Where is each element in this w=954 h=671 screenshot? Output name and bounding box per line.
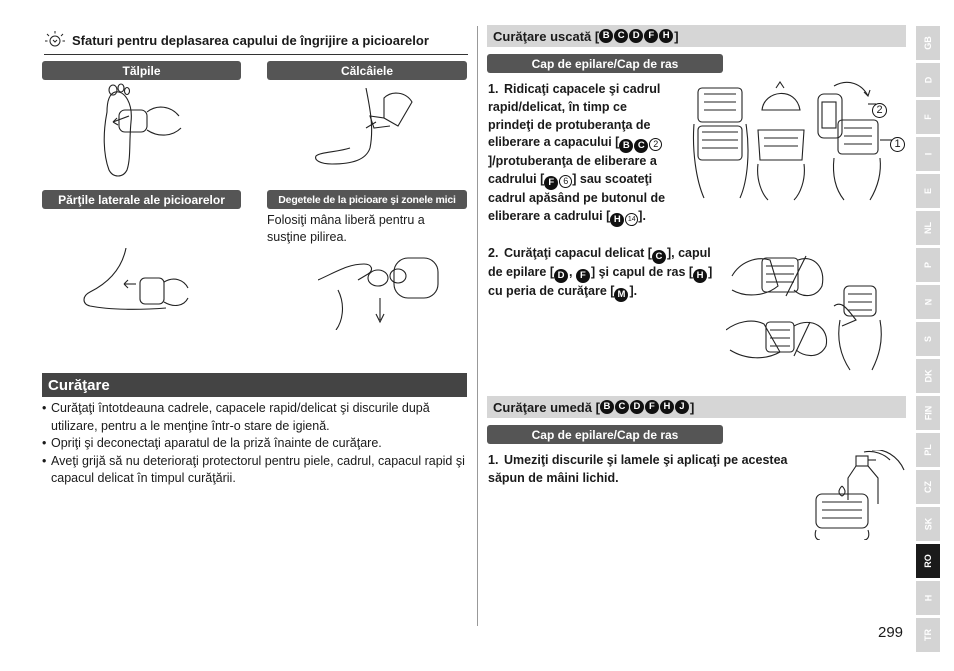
wet-step-1: 1. Umeziţi discurile şi lamele şi aplicaţi pe acestea săpun de mâini lichid.: [488, 453, 788, 485]
tab-lang-ro[interactable]: RO: [916, 544, 940, 578]
tab-lang-p[interactable]: P: [916, 248, 940, 282]
soap-dispenser-illustration: [812, 450, 908, 540]
tab-foot-sides: Părţile laterale ale picioarelor: [42, 190, 241, 209]
foot-sides-illustration: [80, 248, 190, 316]
dry-step-2: 2. Curăţaţi capacul delicat [ C ], capul de epilare [ D , F ] şi capul de ras [ H ] cu peria de curăţare [ M ].: [488, 246, 713, 300]
dry-step-1: 1. Ridicaţi capacele şi cadrul rapid/delicat, în timp ce prindeţi de protuberanţa de eliberare a capacului [ B C 2]/protuberanţa de eliberare a cadrului [ F 6 ] sau scoateţi cadrul apăsând pe butonul de eliberare a cadrului [ H 14 ].: [488, 82, 666, 225]
wet-cleaning-heading: Curăţare umedă [ B C D F H J ]: [487, 396, 906, 418]
column-divider: [477, 26, 478, 626]
tab-lang-n[interactable]: N: [916, 285, 940, 319]
cleaning-bullets: [42, 400, 467, 488]
tab-lang-e[interactable]: E: [916, 174, 940, 208]
tips-heading: [44, 30, 468, 55]
heels-illustration: [312, 88, 424, 168]
wet-head-pill: Cap de epilare/Cap de ras: [487, 425, 723, 444]
tab-lang-fin[interactable]: FIN: [916, 396, 940, 430]
dry-head-pill: Cap de epilare/Cap de ras: [487, 54, 723, 73]
tab-heels: Călcâiele: [267, 61, 467, 80]
tab-toes: Degetele de la picioare şi zonele mici: [267, 190, 467, 209]
cleaning-heading: Curăţare: [42, 373, 467, 397]
tab-lang-pl[interactable]: PL: [916, 433, 940, 467]
callout-2: 2: [872, 99, 887, 118]
ref-badge: B: [600, 400, 614, 414]
ref-badge: D: [630, 400, 644, 414]
tab-lang-tr[interactable]: TR: [916, 618, 940, 652]
page-number: 299: [878, 624, 904, 641]
ref-badge: H: [660, 400, 674, 414]
ref-badge: H: [659, 29, 673, 43]
callout-1: 1: [890, 133, 905, 152]
toes-illustration: [318, 250, 442, 330]
lightbulb-icon: [44, 30, 66, 50]
ref-badge: F: [645, 400, 659, 414]
tab-lang-s[interactable]: S: [916, 322, 940, 356]
language-tabs: [916, 26, 940, 655]
tab-lang-nl[interactable]: NL: [916, 211, 940, 245]
ref-badge: J: [675, 400, 689, 414]
ref-badge: F: [644, 29, 658, 43]
tab-lang-sk[interactable]: SK: [916, 507, 940, 541]
tab-soles: Tălpile: [42, 61, 241, 80]
remove-caps-illustration: [684, 80, 902, 202]
soles-illustration: [95, 82, 185, 180]
list-item: • Aveţi grijă să nu deterioraţi protectorul pentru piele, cadrul, capacul rapid şi capacul delicat în timpul curăţării.: [42, 453, 467, 488]
tab-lang-h[interactable]: H: [916, 581, 940, 615]
ref-badge: D: [629, 29, 643, 43]
list-item: • Opriţi şi deconectaţi aparatul de la priză înainte de curăţare.: [42, 435, 467, 453]
tab-lang-i[interactable]: I: [916, 137, 940, 171]
dry-cleaning-heading: Curăţare uscată [ B C D F H ]: [487, 25, 906, 47]
tab-lang-d[interactable]: D: [916, 63, 940, 97]
tab-lang-dk[interactable]: DK: [916, 359, 940, 393]
tab-lang-f[interactable]: F: [916, 100, 940, 134]
ref-badge: C: [615, 400, 629, 414]
brush-cleaning-illustration: [726, 246, 900, 372]
tab-lang-cz[interactable]: CZ: [916, 470, 940, 504]
ref-badge: B: [599, 29, 613, 43]
tips-title: Sfaturi pentru deplasarea capului de îngrijire a picioarelor: [72, 32, 429, 48]
tab-lang-gb[interactable]: GB: [916, 26, 940, 60]
ref-badge: C: [614, 29, 628, 43]
list-item: • Curăţaţi întotdeauna cadrele, capacele rapid/delicat şi discurile după utilizare, pentru a le menţine într-o stare de igienă.: [42, 400, 467, 435]
toes-note: Folosiţi mâna liberă pentru a susţine pilirea.: [267, 213, 425, 244]
